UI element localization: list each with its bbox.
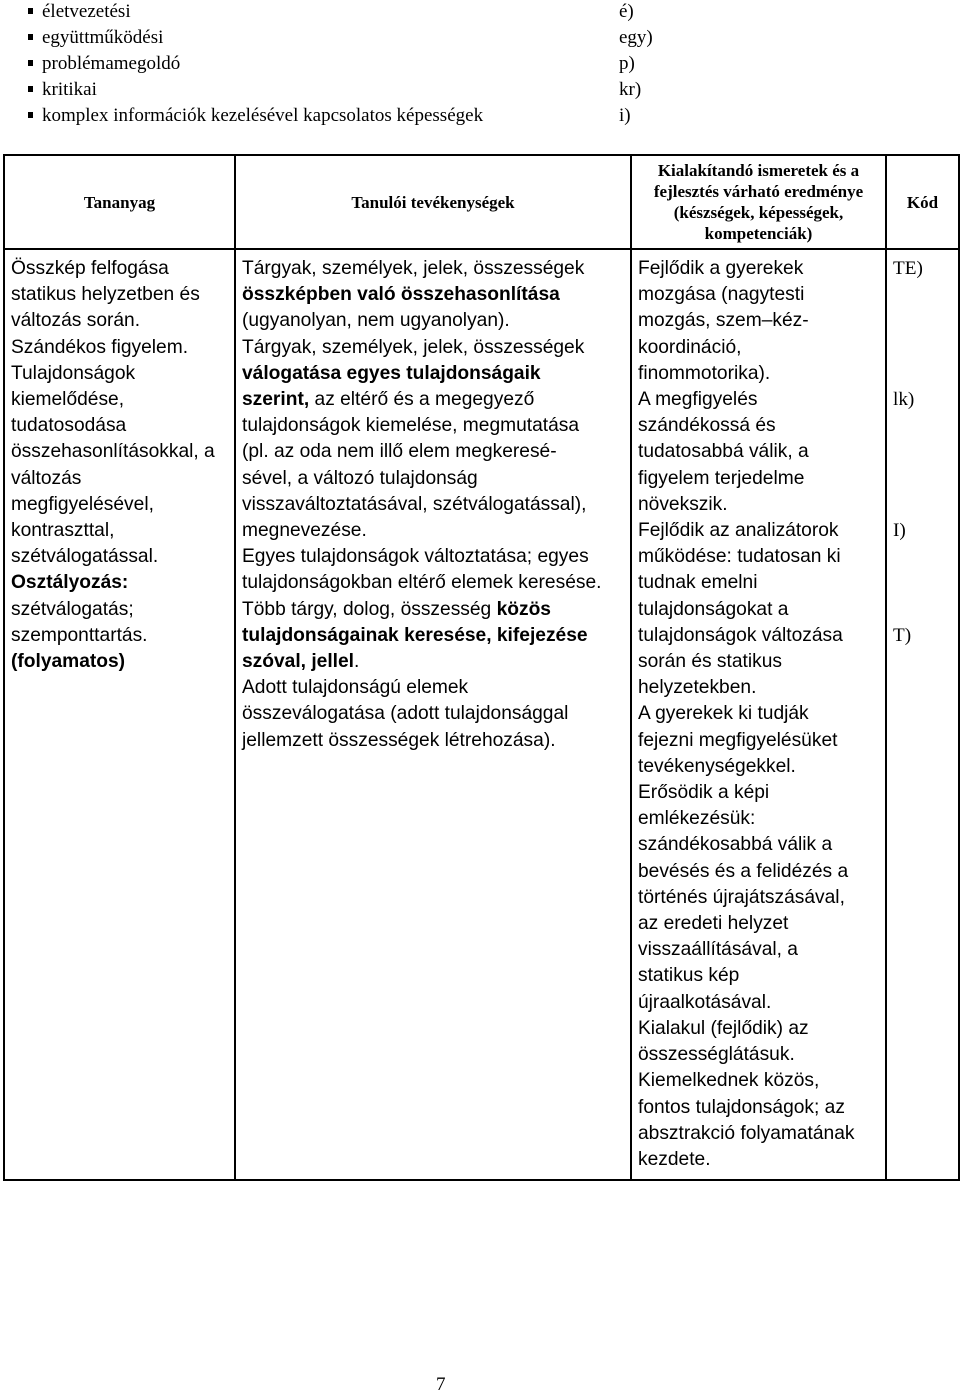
text-regular: az eltérő és a megegyező [314,389,535,411]
code-line: T) [893,624,912,646]
table-header-row [4,155,959,249]
text-line: statikus helyzetben és [11,284,200,306]
text-line: jellemzett összességek létrehozása). [242,729,556,751]
text-line: változás során. [11,310,141,332]
text-line: Kialakul (fejlődik) az [638,1017,809,1039]
competence-label: kritikai [42,79,97,100]
text-line: tulajdonságokban eltérő elemek keresése. [242,572,602,594]
text-line: kiemelődése, [11,389,125,411]
code-line: TE) [893,258,923,279]
cell-kod [886,249,959,1180]
text-line: absztrakció folyamatának [638,1122,855,1144]
text-line-bold: tulajdonságainak keresése, kifejezése [242,624,588,646]
competence-code: kr) [619,79,642,100]
curriculum-table [3,154,960,1181]
competence-label: komplex információk kezelésével kapcsolatos képességek [42,105,484,126]
competence-code: p) [619,53,635,74]
cell-eredmeny [631,249,886,1180]
text-line: tudatosodása [11,415,127,437]
header-tevekenyseg: Tanulói tevékenységek [235,155,631,249]
text-line: emlékezésük: [638,808,756,830]
header-eredmeny: Kialakítandó ismeretek és a fejlesztés várható eredménye (készségek, képességek, kompetenciák) [631,155,886,249]
text-line: mozgás, szem–kéz- [638,310,809,332]
text-line: tulajdonságokat a [638,598,789,620]
square-bullet-icon [28,112,33,118]
text-line-bold: (folyamatos) [11,651,126,673]
text-line: fontos tulajdonságok; az [638,1096,845,1118]
text-line: megnevezése. [242,520,367,542]
text-line: megfigyelésével, [11,493,154,515]
text-line: mozgása (nagytesti [638,284,805,306]
text-line: szándékosabbá válik a [638,834,833,856]
competence-item [28,26,688,52]
text-line-bold: összképben való összehasonlítása [242,284,560,306]
text-line: A gyerekek ki tudják [638,703,809,725]
competence-item [28,0,688,26]
text-line: szándékossá és [638,415,776,437]
text-line: tulajdonságok változása [638,624,843,646]
text-line: szétválogatással. [11,546,159,568]
code-line: I) [893,519,906,541]
text-line-mixed [242,597,624,623]
text-line: Adott tulajdonságú elemek [242,677,469,699]
text-line: történés újrajátszásával, [638,886,845,908]
cell-tevekenyseg [235,249,631,1180]
text-line: kontraszttal, [11,520,115,542]
text-line: Fejlődik az analizátorok [638,520,839,542]
square-bullet-icon [28,60,33,66]
header-tananyag: Tananyag [4,155,235,249]
code-line: lk) [893,388,915,410]
page-number: 7 [436,1374,446,1395]
table-row [4,249,959,1180]
text-line: Összkép felfogása [11,258,169,279]
text-line: működése: tudatosan ki [638,546,841,568]
text-line: Tárgyak, személyek, jelek, összességek [242,258,585,279]
competence-code: egy) [619,27,653,48]
text-line: visszaállításával, a [638,939,798,961]
text-line: Szándékos figyelem. [11,336,189,358]
text-line: az eredeti helyzet [638,913,789,935]
text-line: Tulajdonságok [11,362,136,384]
text-bold: közös [496,598,551,620]
text-line: Egyes tulajdonságok változtatása; egyes [242,546,589,568]
competence-item [28,104,688,130]
text-bold: szerint, [242,389,310,411]
text-line: során és statikus [638,651,782,673]
text-line: Erősödik a képi [638,782,770,804]
text-bold: szóval, jellel [242,651,354,673]
text-line: tudnak emelni [638,572,758,594]
competence-code: i) [619,105,631,126]
competence-item [28,52,688,78]
square-bullet-icon [28,8,33,14]
text-line: újraalkotásával. [638,991,772,1013]
text-line: változás [11,467,82,489]
text-line-mixed [242,387,624,413]
competence-list [28,0,688,130]
text-regular: Több tárgy, dolog, összesség [242,598,492,620]
text-line: visszaváltoztatásával, szétválogatással), [242,493,587,515]
competence-code: é) [619,1,634,22]
text-line: statikus kép [638,965,740,987]
text-line-bold: válogatása egyes tulajdonságaik [242,362,541,384]
text-line: tulajdonságok kiemelése, megmutatása [242,415,580,437]
text-line-mixed [242,649,624,675]
text-line: összességlátásuk. [638,1044,795,1066]
text-line: koordináció, [638,336,742,358]
text-line: szétválogatás; [11,598,134,620]
text-line: összeválogatása (adott tulajdonsággal [242,703,569,725]
text-line: kezdete. [638,1148,711,1170]
text-line: szemponttartás. [11,624,148,646]
competence-label: problémamegoldó [42,53,181,74]
text-line: Kiemelkednek közös, [638,1070,820,1092]
square-bullet-icon [28,86,33,92]
text-line: összehasonlításokkal, a [11,441,215,463]
text-line: sével, a változó tulajdonság [242,467,478,489]
competence-label: együttműködési [42,27,164,48]
text-line: (ugyanolyan, nem ugyanolyan). [242,310,510,332]
text-line: finommotorika). [638,362,771,384]
square-bullet-icon [28,34,33,40]
text-line: Tárgyak, személyek, jelek, összességek [242,336,585,358]
competence-label: életvezetési [42,1,131,22]
text-line-bold: Osztályozás: [11,572,129,594]
text-line: A megfigyelés [638,389,758,411]
text-line: figyelem terjedelme [638,467,805,489]
text-line: növekszik. [638,493,728,515]
competence-item [28,78,688,104]
header-kod: Kód [886,155,959,249]
text-line: tevékenységekkel. [638,755,796,777]
text-line: bevésés és a felidézés a [638,860,849,882]
text-line: helyzetekben. [638,677,757,699]
text-regular: . [354,651,360,673]
text-line: tudatosabbá válik, a [638,441,809,463]
text-line: (pl. az oda nem illő elem megkeresé- [242,441,557,463]
text-line: fejezni megfigyelésüket [638,729,838,751]
cell-tananyag [4,249,235,1180]
text-line: Fejlődik a gyerekek [638,258,804,279]
